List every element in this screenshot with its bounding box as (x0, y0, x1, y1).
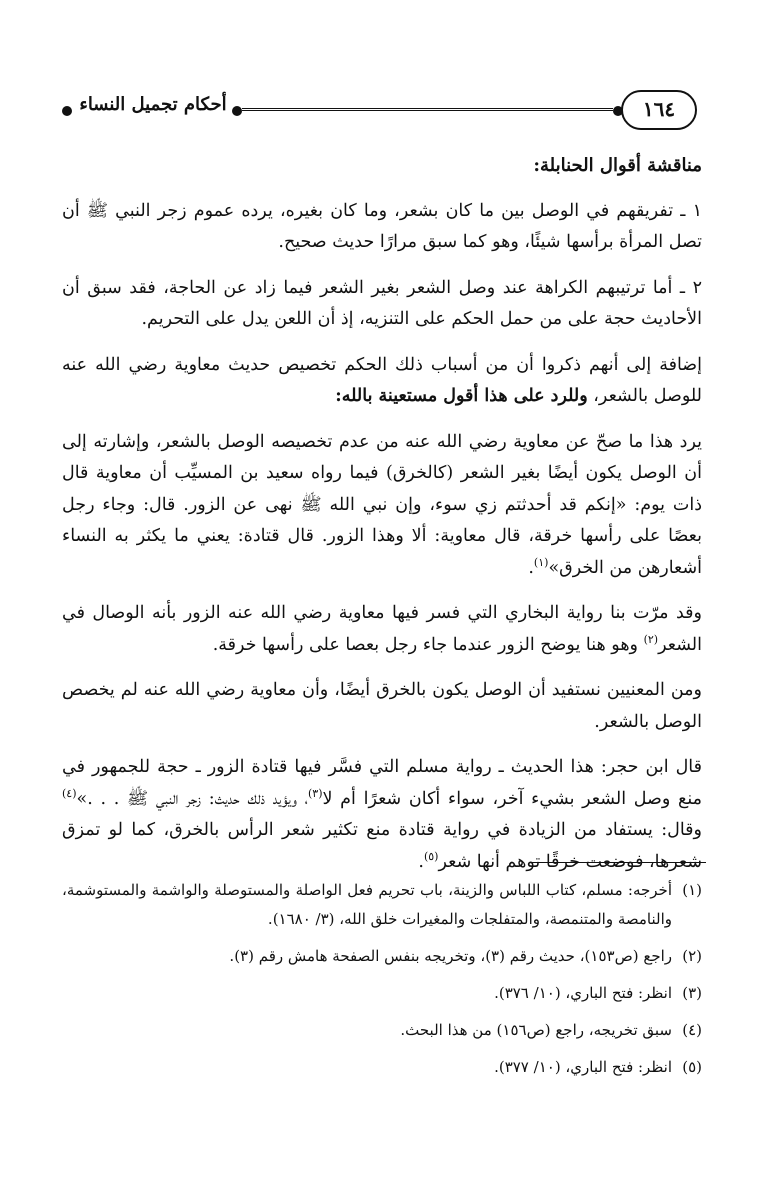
footnote-number: (٣) (682, 984, 702, 1002)
paragraph-text: . (418, 851, 424, 872)
running-header (52, 96, 697, 140)
main-text (62, 150, 702, 892)
paragraph (62, 752, 702, 878)
paragraph (62, 350, 702, 413)
paragraph-text: ٢ ـ أما ترتيبهم الكراهة عند وصل الشعر بغير الشعر فيما زاد عن الحاجة، فقد سبق أن الأحاديث حجة على من حمل الحكم على التنزيه، إذ أن اللعن يدل على التحريم. (62, 277, 702, 329)
paragraph-text: يرد هذا ما صحّ عن معاوية رضي الله عنه من عدم تخصيصه الوصل بالشعر، وإشارته إلى أن الوصل يكون أيضًا بغير الشعر (كالخرق) فيما رواه سعيد بن المسيِّب أن معاوية قال ذات يوم: «إنكم قد أحدثتم زي سوء، وإن نبي الله ﷺ نهى عن الزور. قال: وجاء رجل بعصًا على رأسها خرقة، قال معاوية: ألا وهذا الزور. قال قتادة: يعني ما يكثر به النساء أشعارهن من الخرق» (62, 431, 702, 578)
paragraph-bold-text: وللرد على هذا أقول مستعينة بالله: (335, 386, 588, 406)
page-number: ١٦٤ (621, 90, 697, 130)
footnote (62, 979, 702, 1008)
header-rule (242, 108, 613, 111)
footnote-ref[interactable]: (٤) (62, 786, 77, 800)
footnote (62, 1053, 702, 1082)
paragraph-text: إضافة إلى أنهم ذكروا أن من أسباب ذلك الحكم تخصيص حديث معاوية رضي الله عنه للوصل بالشعر، (62, 354, 702, 406)
paragraph (62, 675, 702, 738)
footnote-text: راجع (ص١٥٣)، حديث رقم (٣)، وتخريجه بنفس الصفحة هامش رقم (٣). (229, 947, 672, 965)
paragraph-text: . (528, 557, 534, 578)
footnote (62, 942, 702, 971)
paragraph-text: قال ابن حجر: هذا الحديث ـ رواية مسلم التي فسَّر فيها قتادة الزور ـ حجة للجمهور في منع وصل الشعر بشيء آخر، سواء أكان شعرًا أم لا (62, 757, 702, 809)
footnote-text: انظر: فتح الباري، (١٠/ ٣٧٧). (494, 1058, 672, 1076)
running-title: أحكام تجميل النساء (79, 94, 227, 115)
paragraph-text: وقال: يستفاد من الزيادة في رواية قتادة منع تكثير شعر الرأس بالخرق، كما لو تمزق شعرها، فوضعت خرقًا توهم أنها شعر (62, 820, 702, 872)
footnote (62, 876, 702, 934)
footnote (62, 1016, 702, 1045)
paragraph-text: وقد مرّت بنا رواية البخاري التي فسر فيها معاوية رضي الله عنه الزور بأنه الوصال في الشعر (62, 603, 702, 655)
footnotes (62, 876, 702, 1090)
paragraph-text: ومن المعنيين نستفيد أن الوصل يكون بالخرق أيضًا، وأن معاوية رضي الله عنه لم يخصص الوصل بالشعر. (62, 680, 702, 732)
footnote-ref[interactable]: (١) (533, 555, 549, 569)
ornament-dot (232, 106, 242, 116)
paragraph (62, 598, 702, 661)
footnote-number: (٥) (682, 1058, 702, 1076)
footnote-ref[interactable]: (٣) (307, 786, 323, 800)
paragraph-text: ١ ـ تفريقهم في الوصل بين ما كان بشعر، وما كان بغيره، يرده عموم زجر النبي ﷺ أن تصل المرأة برأسها شيئًا، وهو كما سبق مرارًا حديث صحيح. (62, 200, 702, 252)
footnote-text: انظر: فتح الباري، (١٠/ ٣٧٦). (494, 984, 672, 1002)
footnote-text: سبق تخريجه، راجع (ص١٥٦) من هذا البحث. (400, 1021, 672, 1039)
paragraph-text: وهو هنا يوضح الزور عندما جاء رجل بعصا على رأسها خرقة. (212, 634, 644, 655)
paragraph (62, 427, 702, 585)
paragraph-text: ، ويؤيد ذلك حديث: زجر النبي ﷺ . . .» (76, 788, 308, 809)
ornament-dot (62, 106, 72, 116)
footnote-number: (٢) (682, 947, 702, 965)
footnote-number: (٤) (682, 1021, 702, 1039)
paragraph (62, 273, 702, 336)
footnote-separator (530, 862, 706, 863)
footnote-number: (١) (682, 881, 702, 899)
section-heading: مناقشة أقوال الحنابلة: (533, 155, 702, 176)
footnote-text: أخرجه: مسلم، كتاب اللباس والزينة، باب تحريم فعل الواصلة والمستوصلة والواشمة والمستوشمة، والنامصة والمتنمصة، والمتفلجات والمغيرات خلق الله، (٣/ ١٦٨٠). (62, 881, 672, 928)
footnote-ref[interactable]: (٢) (643, 632, 659, 646)
paragraph (62, 196, 702, 259)
footnote-ref[interactable]: (٥) (423, 849, 439, 863)
